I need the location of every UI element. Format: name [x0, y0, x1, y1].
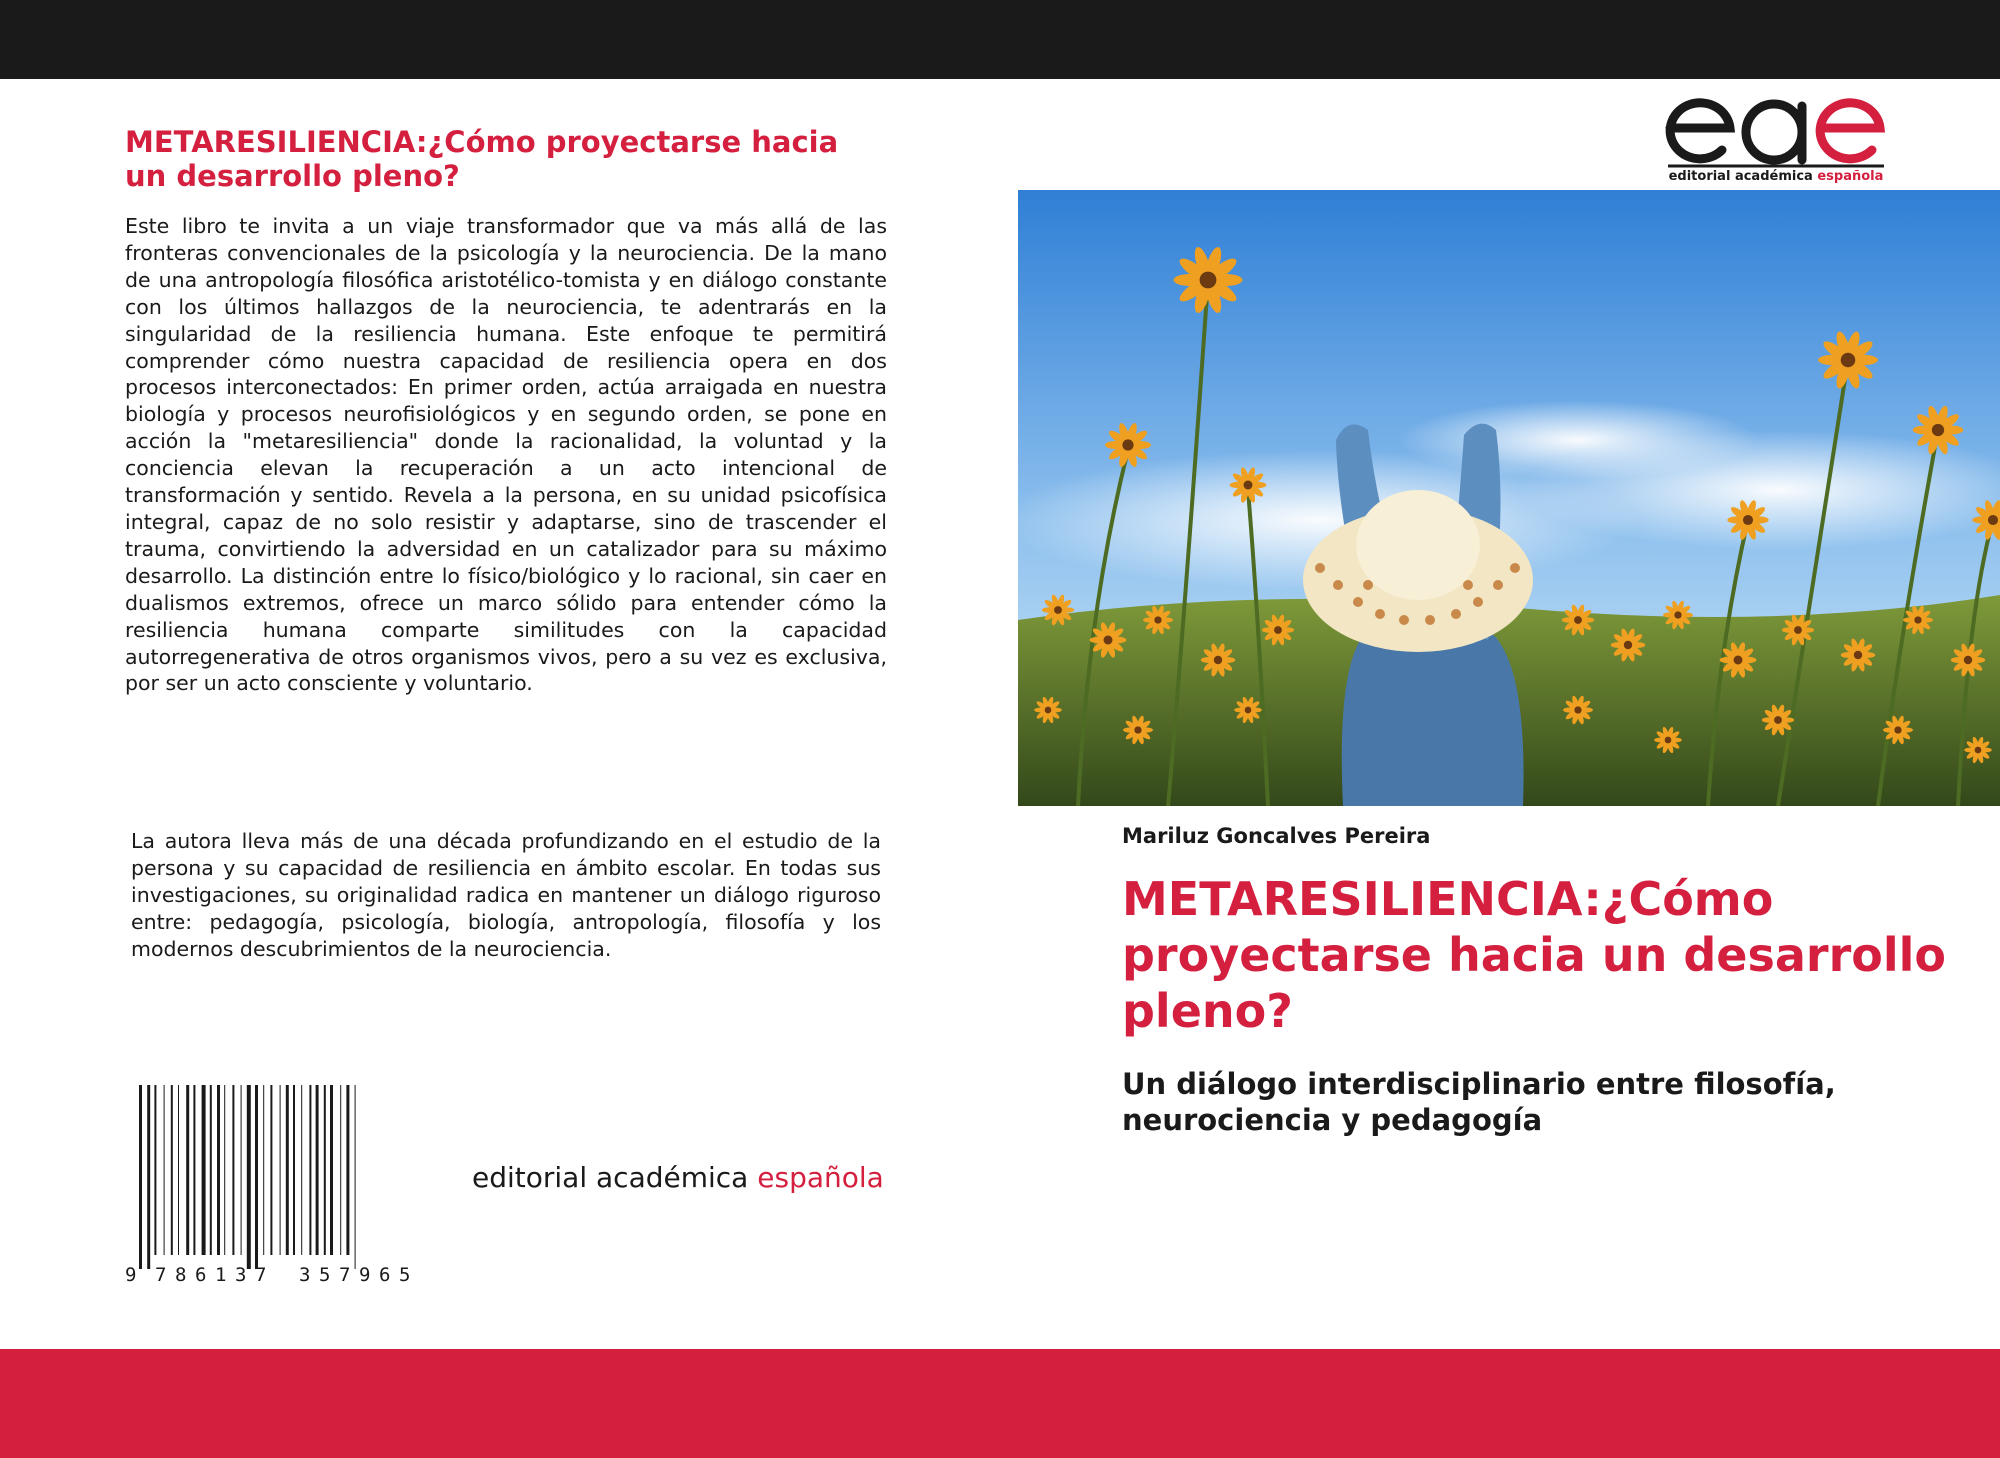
barcode-bar [280, 1085, 281, 1255]
barcode-bar [309, 1085, 311, 1255]
barcode-bar [224, 1085, 225, 1255]
logo-caption [1664, 168, 1888, 186]
barcode-bar [186, 1085, 189, 1255]
barcode-bar [241, 1085, 242, 1255]
barcode-bar [330, 1085, 333, 1255]
barcode-bar [139, 1085, 142, 1269]
bottom-band [0, 1349, 2000, 1458]
barcode-bar [147, 1085, 150, 1269]
barcode-bar [355, 1085, 356, 1269]
logo-caption-accent: española [1817, 169, 1884, 184]
back-cover-blurb: Este libro te invita a un viaje transformador que va más allá de las fronteras convencionales de la psicología y la neurociencia. De la mano de una antropología filosófica aristotélico-tomista y en diálogo constante con los últimos hallazgos de la neurociencia, te adentrarás en la singularidad de la resiliencia humana. Este enfoque te permitirá comprender cómo nuestra capacidad de resiliencia opera en dos procesos interconectados: En primer orden, actúa arraigada en nuestra biología y procesos neurofisiológicos y en segundo orden, se pone en acción la "metaresiliencia" donde la racionalidad, la voluntad y la conciencia elevan la recuperación a un acto intencional de transformación y sentido. Revela a la persona, en su unidad psicofísica integral, capaz de no solo resistir y adaptarse, sino de trascender el trauma, convirtiendo la adversidad en un catalizador para su máximo desarrollo. La distinción entre lo físico/biológico y lo racional, sin caer en dualismos extremos, ofrece un marco sólido para entender cómo la resiliencia humana comparte similitudes con la capacidad autorregenerativa de otros organismos vivos, pero a su vez es exclusiva, por ser un acto consciente y voluntario. [125, 214, 887, 696]
isbn-digit: 9 [359, 1264, 371, 1285]
isbn-barcode [125, 1085, 457, 1285]
barcode-bar [346, 1085, 349, 1255]
isbn-digit: 5 [319, 1264, 331, 1285]
barcode-bar [316, 1085, 319, 1255]
publisher-accent: española [757, 1161, 884, 1194]
barcode-bar [286, 1085, 289, 1255]
front-cover-title: METARESILIENCIA:¿Cómo proyectarse hacia un desarrollo pleno? [1122, 872, 1947, 1038]
barcode-bar [210, 1085, 212, 1255]
isbn-digit: 7 [339, 1264, 351, 1285]
author-bio: La autora lleva más de una década profundizando en el estudio de la persona y su capacidad de resiliencia en ámbito escolar. En todas sus investigaciones, su originalidad radica en mantener un diálogo riguroso entre: pedagogía, psicología, biología, antropología, filosofía y los modernos descubrimientos de la neurociencia. [131, 829, 881, 961]
barcode-bar [324, 1085, 326, 1255]
barcode-bar [193, 1085, 195, 1255]
front-author-name: Mariluz Goncalves Pereira [1122, 824, 1431, 848]
barcode-bar [164, 1085, 165, 1255]
barcode-bar [178, 1085, 179, 1255]
barcode-bar [232, 1085, 234, 1255]
cover-photo [1018, 190, 2000, 806]
barcode-bar [217, 1085, 220, 1255]
barcode-bar [171, 1085, 173, 1255]
barcode-bar [154, 1085, 156, 1255]
isbn-digit: 5 [399, 1264, 411, 1285]
barcode-bar [263, 1085, 264, 1255]
isbn-digit: 8 [175, 1264, 187, 1285]
publisher-main: editorial académica [472, 1161, 749, 1194]
cloud [1398, 400, 1758, 480]
isbn-digit: 1 [215, 1264, 227, 1285]
barcode-bar [202, 1085, 206, 1255]
barcode-bar [293, 1085, 295, 1255]
isbn-digit: 3 [299, 1264, 311, 1285]
back-cover-title: METARESILIENCIA:¿Cómo proyectarse hacia un desarrollo pleno? [125, 125, 839, 193]
logo-caption-main: editorial académica [1668, 169, 1813, 184]
front-cover-subtitle: Un diálogo interdisciplinario entre filosofía, neurociencia y pedagogía [1122, 1067, 1836, 1137]
isbn-digit: 7 [255, 1264, 267, 1285]
barcode-bar [247, 1085, 251, 1269]
isbn-digit: 6 [379, 1264, 391, 1285]
isbn-digit: 3 [235, 1264, 247, 1285]
barcode-bar [270, 1085, 272, 1255]
publisher-name-back [472, 1160, 892, 1196]
top-band [0, 0, 2000, 79]
isbn-digit: 7 [155, 1264, 167, 1285]
isbn-digit: 6 [195, 1264, 207, 1285]
isbn-digit: 9 [125, 1264, 137, 1285]
barcode-bar [340, 1085, 341, 1255]
barcode-bar [255, 1085, 258, 1269]
barcode-bar [301, 1085, 302, 1255]
